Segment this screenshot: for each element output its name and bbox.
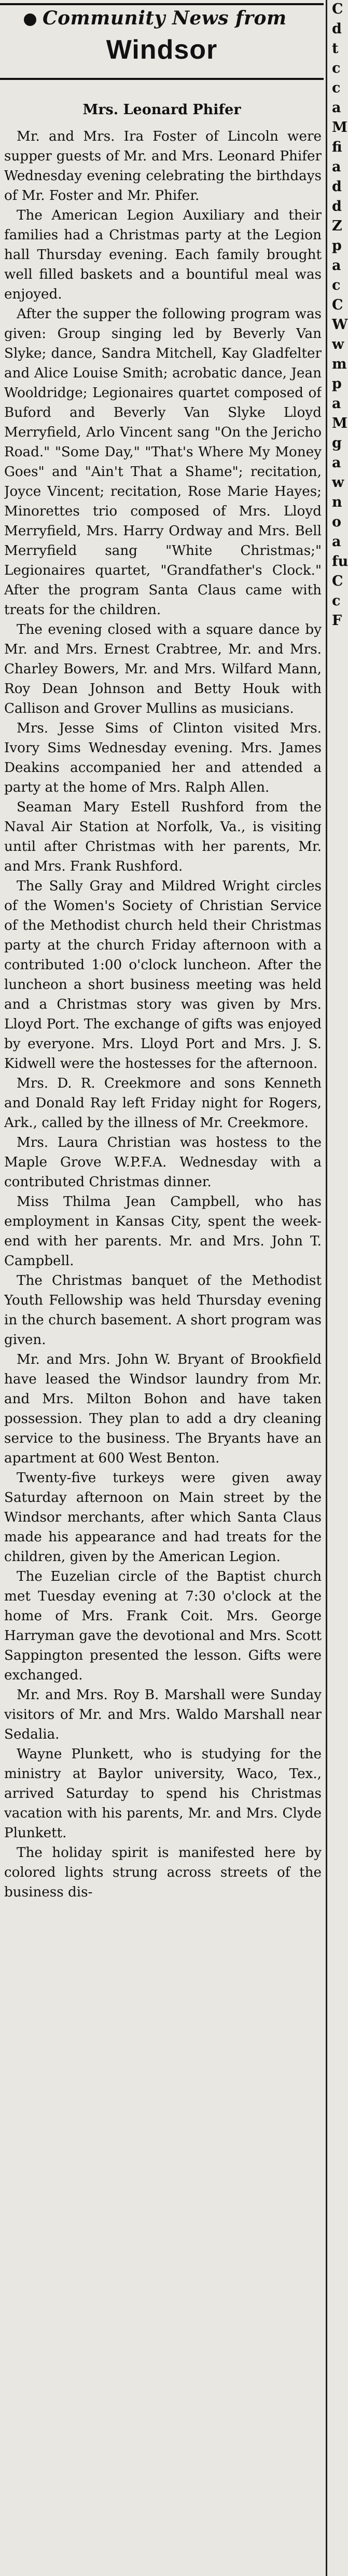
next-column-fragment: C	[332, 573, 343, 589]
section-kicker-text: Community News from	[43, 7, 287, 29]
paragraph: Wayne Plunkett, who is studying for the ministry at Baylor university, Waco, Tex., arrived Saturday to spend his Christmas vacation with his parents, Mr. and Mrs. Clyde Plunkett.	[4, 1746, 322, 1841]
paragraph: The Euzelian circle of the Baptist church met Tuesday evening at 7:30 o'clock at the home of Mrs. Frank Coit. Mrs. George Harryman gave the devotional and Mrs. Scott Sappington presented the lesson. Gifts were exchanged.	[4, 1569, 322, 1683]
paragraph: The holiday spirit is manifested here by colored lights strung across streets of the business dis-	[4, 1845, 322, 1900]
next-column-fragment: d	[332, 179, 342, 195]
next-column-fragment: fu	[332, 553, 348, 570]
next-column-fragment: Z	[332, 218, 342, 234]
article-body	[4, 127, 322, 2572]
next-column-fragment: a	[332, 100, 341, 116]
next-column-fragment: c	[332, 80, 341, 96]
section-kicker	[24, 7, 287, 29]
paragraph: The evening closed with a square dance by Mr. and Mrs. Ernest Crabtree, Mr. and Mrs. Charley Bowers, Mr. and Mrs. Wilfard Mann, Roy Dean Johnson and Betty Houk with Callison and Grover Mullins as musicians.	[4, 622, 322, 716]
next-column-fragment: c	[332, 60, 341, 76]
next-column-fragment: C	[332, 1, 343, 17]
paragraph: Mrs. D. R. Creekmore and sons Kenneth and Donald Ray left Friday night for Rogers, Ark., called by the illness of Mr. Creekmore.	[4, 1076, 322, 1131]
next-column-fragment: w	[332, 474, 344, 491]
next-column-fragment: a	[332, 396, 341, 412]
header-top-rule	[0, 3, 324, 5]
paragraph: Mr. and Mrs. John W. Bryant of Brookfield have leased the Windsor laundry from Mr. and Mrs. Milton Bohon and have taken possession. They plan to add a dry cleaning service to the business. The Bryants have an apartment at 600 West Benton.	[4, 1352, 322, 1466]
next-column-fragment: a	[332, 257, 341, 274]
bullet-dot-icon	[24, 13, 36, 26]
header-bottom-rule	[0, 78, 324, 80]
next-column-fragment: g	[332, 435, 342, 451]
next-column-fragment: p	[332, 238, 342, 254]
paragraph: The Christmas banquet of the Methodist Youth Fellowship was held Thursday evening in the church basement. A short program was given.	[4, 1273, 322, 1348]
next-column-fragment: fi	[332, 139, 342, 155]
paragraph: The American Legion Auxiliary and their families had a Christmas party at the Legion hall Thursday evening. Each family brought well filled baskets and a bountiful meal was enjoyed.	[4, 208, 322, 302]
next-column-fragment: n	[332, 494, 342, 510]
next-column-fragment: c	[332, 593, 341, 609]
next-column-fragment: W	[332, 317, 348, 333]
paragraph: Miss Thilma Jean Campbell, who has employment in Kansas City, spent the week-end with her parents. Mr. and Mrs. John T. Campbell.	[4, 1194, 322, 1269]
next-column-fragment: c	[332, 277, 341, 293]
next-column-fragment: a	[332, 159, 341, 175]
next-column-fragment: d	[332, 198, 342, 214]
paragraph: Mr. and Mrs. Ira Foster of Lincoln were supper guests of Mr. and Mrs. Leonard Phifer Wednesday evening celebrating the birthdays of Mr. Foster and Mr. Phifer.	[4, 129, 322, 204]
next-column-fragment: w	[332, 336, 344, 352]
next-column-fragment: F	[332, 613, 342, 629]
paragraph: Mrs. Laura Christian was hostess to the Maple Grove W.P.F.A. Wednesday with a contributed Christmas dinner.	[4, 1135, 322, 1190]
paragraph: Seaman Mary Estell Rushford from the Naval Air Station at Norfolk, Va., is visiting until after Christmas with her parents, Mr. and Mrs. Frank Rushford.	[4, 799, 322, 874]
byline: Mrs. Leonard Phifer	[82, 102, 241, 118]
next-column-fragment: m	[332, 356, 347, 372]
column-rule	[326, 0, 327, 2576]
next-column-fragment: o	[332, 514, 342, 530]
headline: Windsor	[106, 35, 218, 65]
next-column-fragment: d	[332, 21, 342, 37]
next-column-fragment: a	[332, 455, 341, 471]
adjacent-column-edge	[330, 0, 348, 2576]
paragraph: The Sally Gray and Mildred Wright circles of the Women's Society of Christian Service of the Methodist church held their Christmas party at the church Friday afternoon with a contributed 1:00 o'clock luncheon. After the luncheon a short business meeting was held and a Christmas story was given by Mrs. Lloyd Port. The exchange of gifts was enjoyed by everyone. Mrs. Lloyd Port and Mrs. J. S. Kidwell were the hostesses for the afternoon.	[4, 878, 322, 1072]
next-column-fragment: p	[332, 376, 342, 392]
next-column-fragment: a	[332, 534, 341, 550]
paragraph: After the supper the following program was given: Group singing led by Beverly Van Slyke; dance, Sandra Mitchell, Kay Gladfelter and Alice Louise Smith; acrobatic dance, Jean Wooldridge; Legionaires quartet composed of Buford and Beverly Van Slyke Lloyd Merryfield, Arlo Vincent sang "On the Jericho Road." "Some Day," "That's Where My Money Goes" and "Ain't That a Shame"; recitation, Joyce Vincent; recitation, Rose Marie Hayes; Minorettes trio composed of Mrs. Lloyd Merryfield, Mrs. Harry Ordway and Mrs. Bell Merryfield sang "White Christmas;" Legionaires quartet, "Grandfather's Clock." After the program Santa Claus came with treats for the children.	[4, 306, 322, 618]
next-column-fragment: t	[332, 40, 339, 57]
paragraph: Mrs. Jesse Sims of Clinton visited Mrs. Ivory Sims Wednesday evening. Mrs. James Deakins accompanied her and attended a party at the home of Mrs. Ralph Allen.	[4, 721, 322, 795]
paragraph: Mr. and Mrs. Roy B. Marshall were Sunday visitors of Mr. and Mrs. Waldo Marshall near Sedalia.	[4, 1687, 322, 1742]
next-column-fragment: C	[332, 297, 343, 313]
next-column-fragment: M	[332, 415, 347, 431]
next-column-fragment: M	[332, 119, 347, 135]
paragraph: Twenty-five turkeys were given away Saturday afternoon on Main street by the Windsor merchants, after which Santa Claus made his appearance and had treats for the children, given by the American Legion.	[4, 1470, 322, 1565]
